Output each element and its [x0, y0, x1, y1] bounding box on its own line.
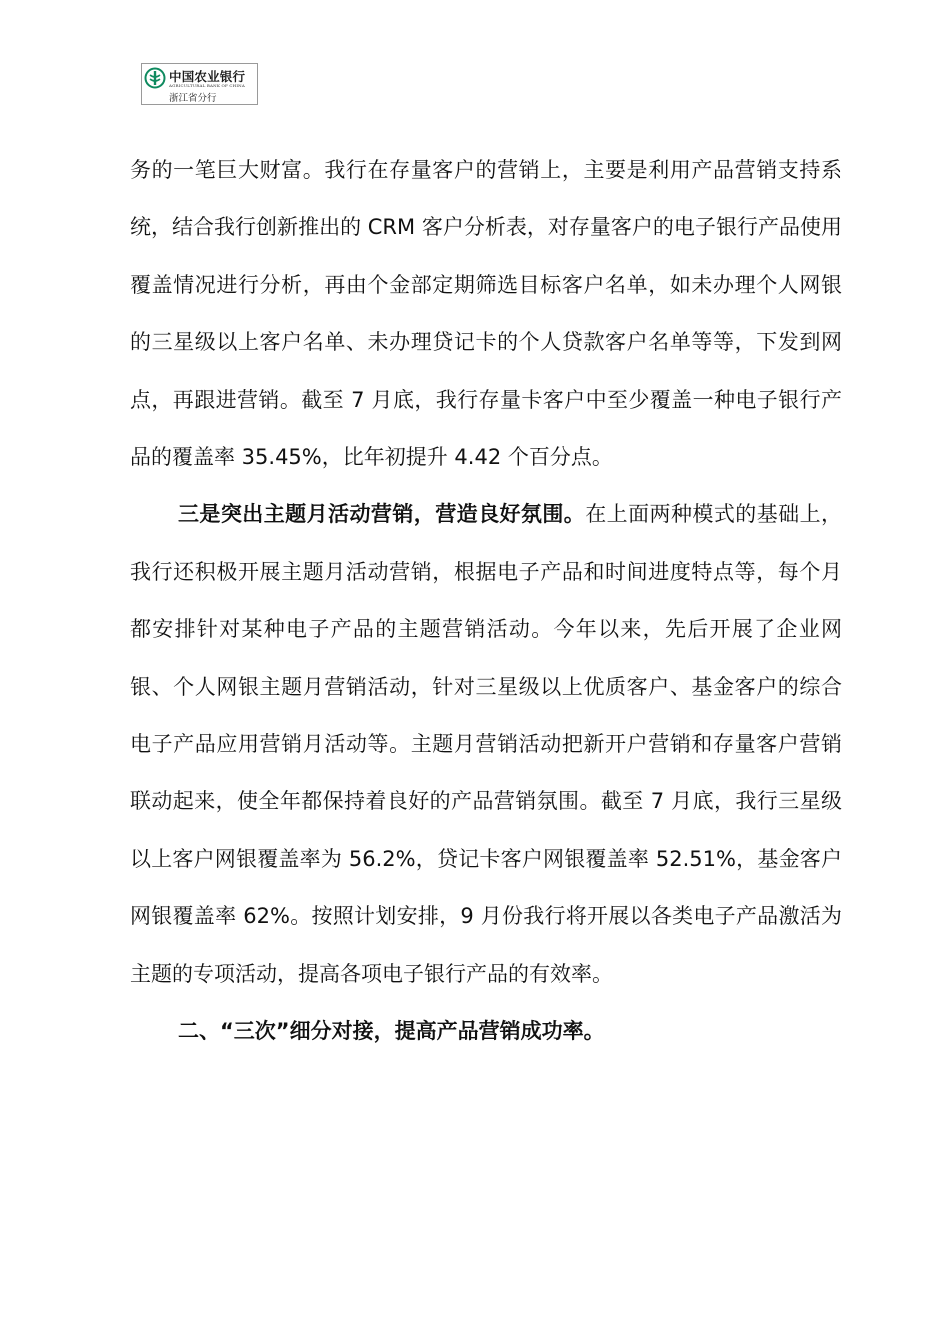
- document-body: [130, 142, 842, 1061]
- logo-branch-name: 浙江省分行: [169, 93, 217, 104]
- paragraph-theme-month: [130, 486, 842, 1003]
- logo-chinese-name: 中国农业银行: [169, 69, 246, 84]
- abc-emblem-icon: [144, 67, 166, 89]
- logo-english-name: AGRICULTURAL BANK OF CHINA: [169, 83, 245, 88]
- bank-logo: [141, 63, 258, 105]
- section-heading: 二、“三次”细分对接，提高产品营销成功率。: [178, 1019, 605, 1044]
- paragraph-existing-customers: 务的一笔巨大财富。我行在存量客户的营销上，主要是利用产品营销支持系统，结合我行创新推出的 CRM 客户分析表，对存量客户的电子银行产品使用覆盖情况进行分析，再由个金部定期筛选目标客户名单，如未办理个人网银的三星级以上客户名单、未办理贷记卡的个人贷款客户名单等等，下发到网点，再跟进营销。截至 7 月底，我行存量卡客户中至少覆盖一种电子银行产品的覆盖率 35.45%，比年初提升 4.42 个百分点。: [130, 158, 842, 470]
- paragraph-theme-month-text: 在上面两种模式的基础上，我行还积极开展主题月活动营销，根据电子产品和时间进度特点等，每个月都安排针对某种电子产品的主题营销活动。今年以来，先后开展了企业网银、个人网银主题月营销活动，针对三星级以上优质客户、基金客户的综合电子产品应用营销月活动等。主题月营销活动把新开户营销和存量客户营销联动起来，使全年都保持着良好的产品营销氛围。截至 7 月底，我行三星级以上客户网银覆盖率为 56.2%，贷记卡客户网银覆盖率 52.51%，基金客户网银覆盖率 62%。按照计划安排，9 月份我行将开展以各类电子产品激活为主题的专项活动，提高各项电子银行产品的有效率。: [130, 502, 843, 986]
- paragraph-lead-bold: 三是突出主题月活动营销，营造良好氛围。: [178, 502, 586, 527]
